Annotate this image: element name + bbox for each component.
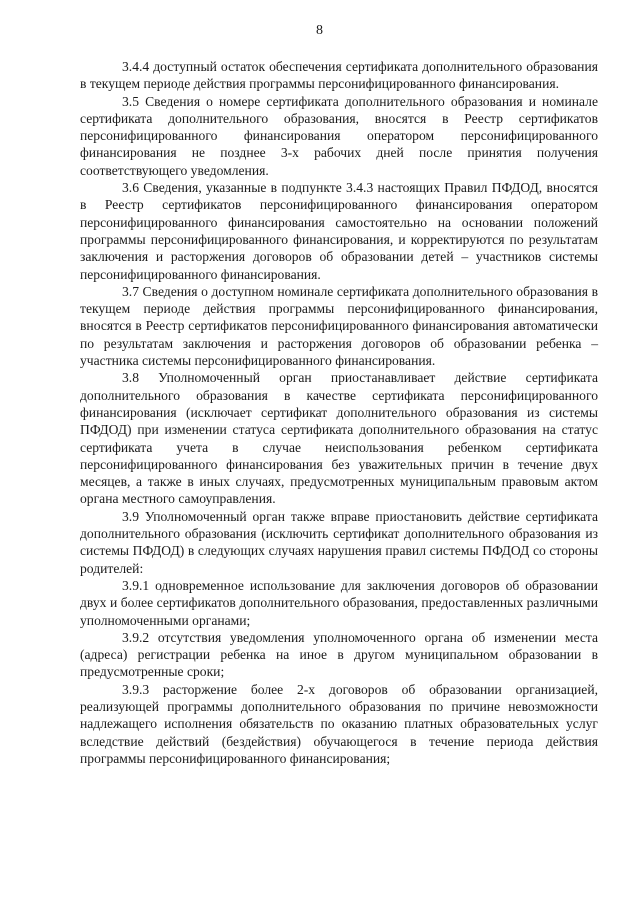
paragraph-3-9-2: 3.9.2 отсутствия уведомления уполномоченного органа об изменении места (адреса) регистрации ребенка на иное в другом муниципальном образовании в предусмотренные сроки; <box>80 629 598 680</box>
paragraph-3-4-4: 3.4.4 доступный остаток обеспечения сертификата дополнительного образования в текущем периоде действия программы персонифицированного финансирования. <box>80 59 598 92</box>
paragraph-3-7: 3.7 Сведения о доступном номинале сертификата дополнительного образования в текущем периоде действия программы персонифицированного финансирования, вносятся в Реестр сертификатов персонифицированного финансирования автоматически по результатам заключения и расторжения договоров об образовании ребенка – участника системы персонифицированного финансирования. <box>80 283 598 369</box>
paragraph-3-9-1: 3.9.1 одновременное использование для заключения договоров об образовании двух и более сертификатов дополнительного образования, предоставленных различными уполномоченными органами; <box>80 577 598 628</box>
paragraph-3-9: 3.9 Уполномоченный орган также вправе приостановить действие сертификата дополнительного образования (исключить сертификат дополнительного образования из системы ПФДОД) в следующих случаях нарушения правил системы ПФДОД со стороны родителей: <box>80 508 598 576</box>
paragraph-3-5: 3.5 Сведения о номере сертификата дополнительного образования и номинале сертификата дополнительного образования, вносятся в Реестр сертификатов персонифицированного финансирования оператором персонифицированного финансирования не позднее 3-х рабочих дней после принятия получения соответствующего уведомления. <box>80 93 598 178</box>
document-body <box>80 58 598 767</box>
paragraph-3-6: 3.6 Сведения, указанные в подпункте 3.4.3 настоящих Правил ПФДОД, вносятся в Реестр сертификатов персонифицированного финансирования оператором персонифицированного финансирования самостоятельно на основании положений программы персонифицированного финансирования, и корректируются по результатам заключения и расторжения договоров об образовании детей – участников системы персонифицированного финансирования. <box>80 180 598 282</box>
page-number: 8 <box>316 23 323 38</box>
paragraph-3-8: 3.8 Уполномоченный орган приостанавливает действие сертификата дополнительного образования в качестве сертификата персонифицированного финансирования (исключает сертификат дополнительного образования из системы ПФДОД) при изменении статуса сертификата дополнительного образования на статус сертификата учета в случае неиспользования ребенком сертификата персонифицированного финансирования без уважительных причин в течение двух месяцев, а также в иных случаях, предусмотренных муниципальным правовым актом органа местного самоуправления. <box>80 370 598 507</box>
paragraph-3-9-3: 3.9.3 расторжение более 2-х договоров об образовании организацией, реализующей программы дополнительного образования по причине невозможности надлежащего исполнения обязательств по оказанию платных образовательных услуг вследствие действий (бездействия) обучающегося в течение периода действия программы персонифицированного финансирования; <box>80 681 598 766</box>
